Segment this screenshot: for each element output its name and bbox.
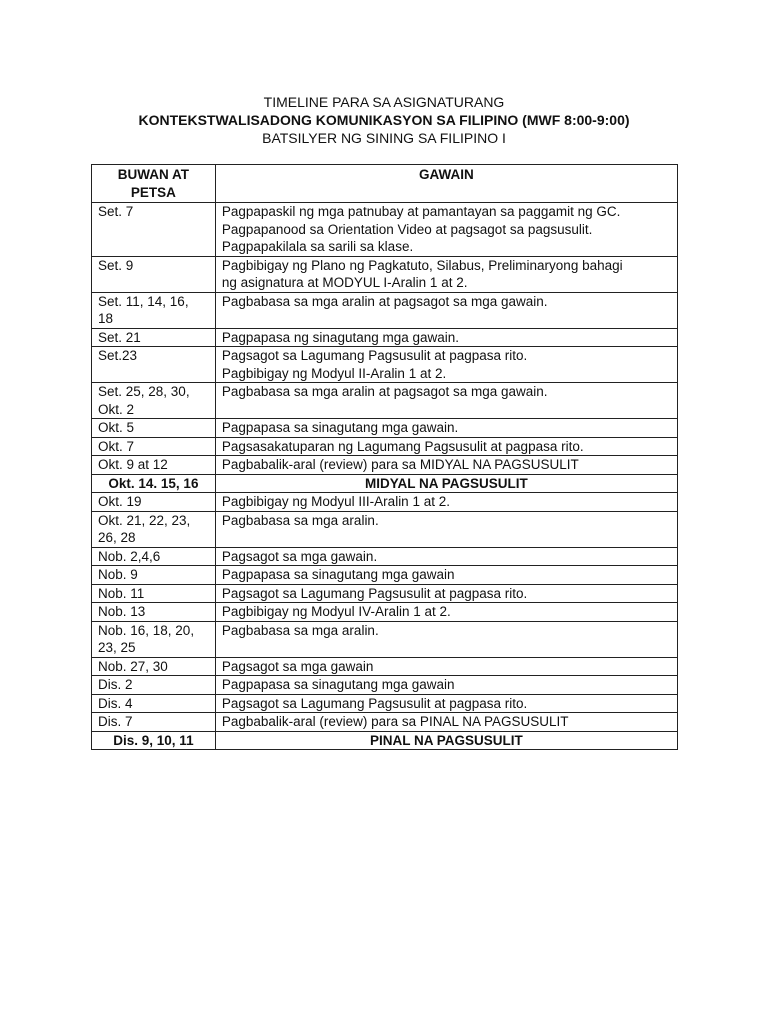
table-row xyxy=(92,511,678,547)
row-task: Pagsasakatuparan ng Lagumang Pagsusulit at pagpasa rito. xyxy=(215,437,677,456)
program-line: BATSILYER NG SINING SA FILIPINO I xyxy=(262,130,506,146)
row-task: Pagbabasa sa mga aralin. xyxy=(215,511,677,547)
row-task: Pagbibigay ng Modyul IV-Aralin 1 at 2. xyxy=(215,603,677,622)
row-task: Pagsagot sa Lagumang Pagsusulit at pagpasa rito. xyxy=(215,584,677,603)
row-date: Dis. 4 xyxy=(92,694,216,713)
row-date: Dis. 2 xyxy=(92,676,216,695)
table-row xyxy=(92,676,678,695)
table-body xyxy=(92,203,678,750)
table-row xyxy=(92,292,678,328)
row-date: Set.23 xyxy=(92,347,216,383)
table-row xyxy=(92,347,678,383)
row-date: Dis. 9, 10, 11 xyxy=(92,731,216,750)
row-date: Nob. 16, 18, 20, 23, 25 xyxy=(92,621,216,657)
exam-row xyxy=(92,731,678,750)
header-line-1: TIMELINE PARA SA ASIGNATURANG xyxy=(263,94,505,110)
row-date: Okt. 21, 22, 23, 26, 28 xyxy=(92,511,216,547)
row-task: Pagsagot sa mga gawain xyxy=(215,657,677,676)
table-row xyxy=(92,713,678,732)
table-row xyxy=(92,437,678,456)
row-task: Pagsagot sa Lagumang Pagsusulit at pagpasa rito. Pagbibigay ng Modyul II-Aralin 1 at 2. xyxy=(215,347,677,383)
row-task: Pagbabalik-aral (review) para sa PINAL NA PAGSUSULIT xyxy=(215,713,677,732)
row-task: Pagpapasa ng sinagutang mga gawain. xyxy=(215,328,677,347)
table-header-row xyxy=(92,165,678,203)
row-date: Okt. 9 at 12 xyxy=(92,456,216,475)
row-date: Nob. 2,4,6 xyxy=(92,547,216,566)
row-task: Pagbibigay ng Plano ng Pagkatuto, Silabus, Preliminaryong bahagi ng asignatura at MODYUL I-Aralin 1 at 2. xyxy=(215,256,677,292)
table-row xyxy=(92,694,678,713)
row-date: Set. 9 xyxy=(92,256,216,292)
row-task: Pagpapasa sa sinagutang mga gawain. xyxy=(215,419,677,438)
row-date: Nob. 9 xyxy=(92,566,216,585)
table-row xyxy=(92,256,678,292)
table-row xyxy=(92,566,678,585)
row-task: Pagsagot sa mga gawain. xyxy=(215,547,677,566)
row-task: Pagbabasa sa mga aralin at pagsagot sa mga gawain. xyxy=(215,292,677,328)
column-header-date: BUWAN AT PETSA xyxy=(92,165,216,203)
row-date: Nob. 13 xyxy=(92,603,216,622)
row-date: Set. 7 xyxy=(92,203,216,257)
table-row xyxy=(92,657,678,676)
document-header xyxy=(0,93,768,147)
table-row xyxy=(92,328,678,347)
row-task: Pagbabalik-aral (review) para sa MIDYAL NA PAGSUSULIT xyxy=(215,456,677,475)
table-row xyxy=(92,383,678,419)
table-row xyxy=(92,603,678,622)
row-task: Pagpapasa sa sinagutang mga gawain xyxy=(215,676,677,695)
table-row xyxy=(92,203,678,257)
column-header-task: GAWAIN xyxy=(215,165,677,203)
row-date: Okt. 5 xyxy=(92,419,216,438)
row-task: Pagpapaskil ng mga patnubay at pamantayan sa paggamit ng GC. Pagpapanood sa Orientation Video at pagsagot sa pagsusulit. Pagpapakilala sa sarili sa klase. xyxy=(215,203,677,257)
table-row xyxy=(92,621,678,657)
row-date: Okt. 19 xyxy=(92,493,216,512)
exam-row xyxy=(92,474,678,493)
row-date: Okt. 14. 15, 16 xyxy=(92,474,216,493)
timeline-table xyxy=(91,164,678,750)
row-task: Pagbibigay ng Modyul III-Aralin 1 at 2. xyxy=(215,493,677,512)
table-row xyxy=(92,584,678,603)
row-task: Pagsagot sa Lagumang Pagsusulit at pagpasa rito. xyxy=(215,694,677,713)
row-date: Set. 25, 28, 30, Okt. 2 xyxy=(92,383,216,419)
row-date: Set. 11, 14, 16, 18 xyxy=(92,292,216,328)
course-title: KONTEKSTWALISADONG KOMUNIKASYON SA FILIPINO (MWF 8:00-9:00) xyxy=(138,112,630,128)
row-date: Nob. 27, 30 xyxy=(92,657,216,676)
row-date: Set. 21 xyxy=(92,328,216,347)
table-row xyxy=(92,456,678,475)
row-task: PINAL NA PAGSUSULIT xyxy=(215,731,677,750)
table-row xyxy=(92,493,678,512)
row-date: Dis. 7 xyxy=(92,713,216,732)
table-row xyxy=(92,419,678,438)
row-task: Pagpapasa sa sinagutang mga gawain xyxy=(215,566,677,585)
row-task: MIDYAL NA PAGSUSULIT xyxy=(215,474,677,493)
row-date: Nob. 11 xyxy=(92,584,216,603)
row-task: Pagbabasa sa mga aralin at pagsagot sa mga gawain. xyxy=(215,383,677,419)
row-date: Okt. 7 xyxy=(92,437,216,456)
row-task: Pagbabasa sa mga aralin. xyxy=(215,621,677,657)
table-row xyxy=(92,547,678,566)
